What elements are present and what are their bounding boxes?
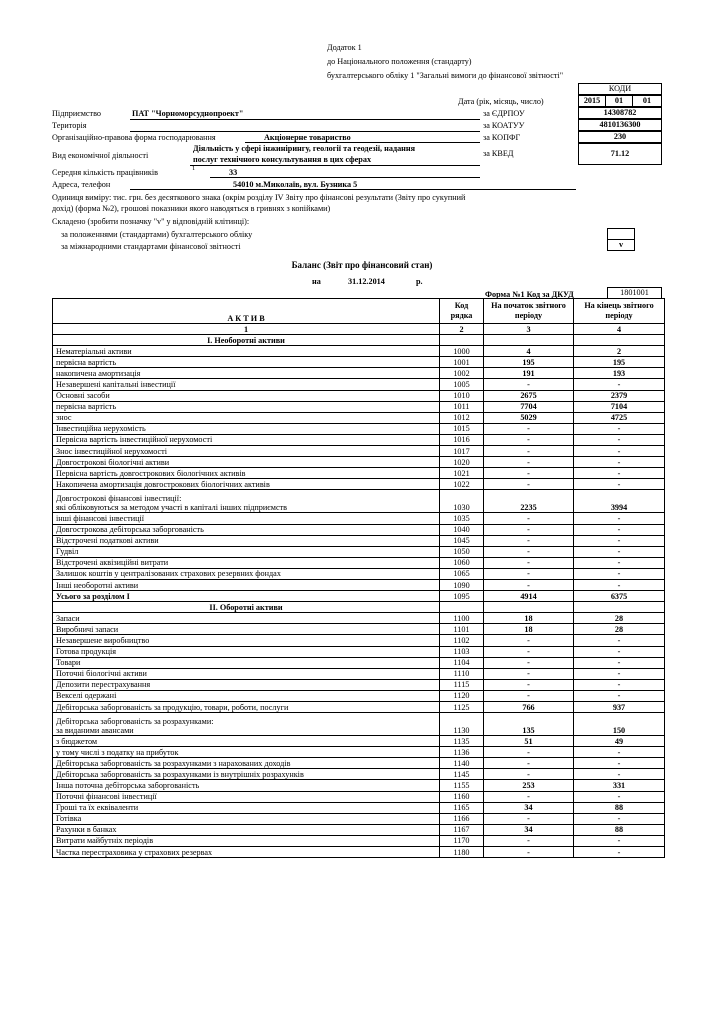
row-label-line-1: Дебіторська заборгованість за розрахунками: — [56, 717, 214, 727]
empty-cell — [574, 335, 665, 346]
annex-line-3: бухгалтерського обліку 1 "Загальні вимоги до фінансової звітності" — [327, 71, 564, 80]
row-start-value: - — [484, 579, 574, 590]
row-start-value: 766 — [484, 702, 574, 713]
row-end-value: - — [574, 769, 665, 780]
row-label: Товари — [53, 657, 440, 668]
row-start-value: - — [484, 635, 574, 646]
kved-code: 71.12 — [578, 143, 662, 165]
table-row — [53, 490, 665, 513]
row-code: 1015 — [440, 423, 484, 434]
table-row — [53, 835, 665, 846]
row-code: 1065 — [440, 568, 484, 579]
row-start-value: 195 — [484, 357, 574, 368]
enterprise-name: ПАТ "Чорноморсуднопроект" — [132, 109, 244, 118]
row-end-value: 88 — [574, 824, 665, 835]
row-code: 1165 — [440, 802, 484, 813]
row-end-value: 49 — [574, 736, 665, 747]
row-label: Частка перестраховика у страхових резервах — [53, 847, 440, 858]
row-end-value: - — [574, 446, 665, 457]
row-start-value: - — [484, 457, 574, 468]
row-end-value: 195 — [574, 357, 665, 368]
prepared-label: Складено (зробити позначку "v" у відповідній клітинці): — [52, 217, 250, 226]
table-row — [53, 657, 665, 668]
row-end-value: 2379 — [574, 390, 665, 401]
table-row — [53, 368, 665, 379]
empty-cell — [484, 602, 574, 613]
header-code: Код рядка — [440, 299, 484, 324]
row-start-value: 34 — [484, 824, 574, 835]
row-label: Інша поточна дебіторська заборгованість — [53, 780, 440, 791]
empty-cell — [440, 602, 484, 613]
row-start-value: - — [484, 813, 574, 824]
koatuu-code: 4810136300 — [578, 119, 662, 131]
row-label: Депозити перестрахування — [53, 679, 440, 690]
row-start-value: - — [484, 657, 574, 668]
kopfg-label: за КОПФГ — [483, 133, 521, 142]
employees-count: 33 — [229, 168, 238, 177]
row-end-value: - — [574, 423, 665, 434]
table-row — [53, 412, 665, 423]
row-code: 1000 — [440, 346, 484, 357]
row-label: Накопичена амортизація довгострокових біологічних активів — [53, 479, 440, 490]
header-start: На початок звітного періоду — [484, 299, 574, 324]
employees-footnote: 1 — [192, 165, 196, 172]
table-row — [53, 713, 665, 736]
row-start-value: - — [484, 546, 574, 557]
table-header-row — [53, 299, 665, 324]
table-row — [53, 702, 665, 713]
legal-form-underline — [245, 142, 480, 143]
row-label: Відстрочені аквізиційні витрати — [53, 557, 440, 568]
form-code: 1801001 — [607, 287, 662, 299]
annex-line-2: до Національного положення (стандарту) — [327, 57, 472, 66]
empty-cell — [484, 335, 574, 346]
row-code: 1180 — [440, 847, 484, 858]
row-label: Поточні фінансові інвестиції — [53, 791, 440, 802]
address-label: Адреса, телефон — [52, 180, 111, 189]
row-label: Витрати майбутніх періодів — [53, 835, 440, 846]
row-label: Дебіторська заборгованість за продукцію, товари, роботи, послуги — [53, 702, 440, 713]
date-label: Дата (рік, місяць, число) — [458, 97, 544, 106]
row-start-value: - — [484, 758, 574, 769]
table-row — [53, 546, 665, 557]
table-row — [53, 635, 665, 646]
row-code: 1130 — [440, 713, 484, 736]
table-row — [53, 524, 665, 535]
empty-cell — [574, 602, 665, 613]
edrpou-label: за ЄДРПОУ — [483, 109, 525, 118]
row-end-value: - — [574, 747, 665, 758]
row-code: 1140 — [440, 758, 484, 769]
row-start-value: - — [484, 423, 574, 434]
table-body — [53, 335, 665, 858]
row-label: Поточні біологічні активи — [53, 668, 440, 679]
section-row — [53, 602, 665, 613]
row-label: Відстрочені податкові активи — [53, 535, 440, 546]
row-label-line-2: за виданими авансами — [56, 726, 134, 736]
table-row — [53, 780, 665, 791]
row-end-value: - — [574, 457, 665, 468]
edrpou-code: 14308782 — [578, 107, 662, 119]
row-end-value: 937 — [574, 702, 665, 713]
row-label: Дебіторська заборгованість за розрахунками з нарахованих доходів — [53, 758, 440, 769]
row-end-value: - — [574, 546, 665, 557]
row-code: 1104 — [440, 657, 484, 668]
table-row — [53, 579, 665, 590]
header-assets: А К Т И В — [53, 299, 440, 324]
row-code: 1167 — [440, 824, 484, 835]
row-code: 1100 — [440, 613, 484, 624]
row-start-value: 4 — [484, 346, 574, 357]
table-row — [53, 758, 665, 769]
table-row — [53, 535, 665, 546]
row-start-value: 18 — [484, 613, 574, 624]
employees-underline — [210, 177, 480, 178]
row-code: 1102 — [440, 635, 484, 646]
row-start-value: - — [484, 668, 574, 679]
row-label: Незавершені капітальні інвестиції — [53, 379, 440, 390]
row-code: 1010 — [440, 390, 484, 401]
row-label: Нематеріальні активи — [53, 346, 440, 357]
row-label: Готівка — [53, 813, 440, 824]
enterprise-underline — [130, 119, 480, 120]
report-date: 31.12.2014 — [348, 277, 385, 286]
row-code: 1022 — [440, 479, 484, 490]
row-label: з бюджетом — [53, 736, 440, 747]
row-start-value: 18 — [484, 624, 574, 635]
row-code: 1050 — [440, 546, 484, 557]
territory-label: Територія — [52, 121, 87, 130]
employees-label: Середня кількість працівників — [52, 168, 159, 177]
report-title: Баланс (Звіт про фінансовий стан) — [291, 260, 433, 270]
row-end-value: 4725 — [574, 412, 665, 423]
row-label: Інші необоротні активи — [53, 579, 440, 590]
row-code: 1030 — [440, 490, 484, 513]
row-end-value: 28 — [574, 613, 665, 624]
row-label — [53, 490, 440, 513]
row-end-value: 3994 — [574, 490, 665, 513]
table-row — [53, 769, 665, 780]
row-code: 1115 — [440, 679, 484, 690]
table-row — [53, 457, 665, 468]
row-label — [53, 713, 440, 736]
kved-label: за КВЕД — [483, 149, 514, 158]
table-row — [53, 568, 665, 579]
legal-form-value: Акціонерне товариство — [264, 133, 351, 142]
row-end-value: 6375 — [574, 591, 665, 602]
table-row — [53, 690, 665, 701]
row-end-value: - — [574, 468, 665, 479]
row-code: 1110 — [440, 668, 484, 679]
row-code: 1016 — [440, 434, 484, 445]
codes-title: КОДИ — [578, 83, 662, 95]
legal-form-label: Організаційно-правова форма господарювання — [52, 133, 216, 142]
row-start-value: - — [484, 524, 574, 535]
row-code: 1060 — [440, 557, 484, 568]
row-label-line-1: Довгострокові фінансові інвестиції: — [56, 494, 182, 504]
row-label: знос — [53, 412, 440, 423]
row-code: 1021 — [440, 468, 484, 479]
row-start-value: - — [484, 679, 574, 690]
table-row — [53, 346, 665, 357]
row-start-value: - — [484, 835, 574, 846]
table-row — [53, 736, 665, 747]
date-month: 01 — [605, 95, 633, 107]
row-end-value: - — [574, 813, 665, 824]
number-col-4: 4 — [574, 324, 665, 335]
row-label: Основні засоби — [53, 390, 440, 401]
row-start-value: - — [484, 535, 574, 546]
enterprise-label: Підприємство — [52, 109, 102, 118]
row-end-value: - — [574, 379, 665, 390]
units-line-2: дохід) (форма №2), грошові показники якого наводяться в гривнях з копійками) — [52, 204, 331, 213]
row-label: Виробничі запаси — [53, 624, 440, 635]
row-end-value: - — [574, 524, 665, 535]
row-end-value: - — [574, 835, 665, 846]
row-code: 1145 — [440, 769, 484, 780]
row-start-value: 2235 — [484, 490, 574, 513]
annex-line-1: Додаток 1 — [327, 43, 362, 52]
row-start-value: 4914 — [484, 591, 574, 602]
row-end-value: - — [574, 535, 665, 546]
row-code: 1017 — [440, 446, 484, 457]
row-start-value: - — [484, 568, 574, 579]
row-label: Довгострокові біологічні активи — [53, 457, 440, 468]
row-code: 1095 — [440, 591, 484, 602]
row-label-line-2: які обліковуються за методом участі в капіталі інших підприємств — [56, 503, 288, 513]
row-code: 1040 — [440, 524, 484, 535]
section-row — [53, 335, 665, 346]
row-end-value: 331 — [574, 780, 665, 791]
number-col-3: 3 — [484, 324, 574, 335]
row-code: 1035 — [440, 513, 484, 524]
row-code: 1160 — [440, 791, 484, 802]
activity-underline — [190, 165, 480, 166]
territory-underline — [130, 131, 480, 132]
row-code: 1090 — [440, 579, 484, 590]
row-label: Знос інвестиційної нерухомості — [53, 446, 440, 457]
section-title: II. Оборотні активи — [53, 602, 440, 613]
row-start-value: - — [484, 479, 574, 490]
row-end-value: - — [574, 668, 665, 679]
row-end-value: - — [574, 679, 665, 690]
row-end-value: - — [574, 791, 665, 802]
row-label: Запаси — [53, 613, 440, 624]
row-label: Рахунки в банках — [53, 824, 440, 835]
standard-national: за положеннями (стандартами) бухгалтерського обліку — [61, 230, 253, 239]
row-code: 1045 — [440, 535, 484, 546]
row-start-value: - — [484, 379, 574, 390]
row-end-value: - — [574, 579, 665, 590]
row-end-value: 88 — [574, 802, 665, 813]
table-row — [53, 423, 665, 434]
row-start-value: - — [484, 769, 574, 780]
row-end-value: 2 — [574, 346, 665, 357]
row-start-value: - — [484, 557, 574, 568]
header-end: На кінець звітного періоду — [574, 299, 665, 324]
row-code: 1155 — [440, 780, 484, 791]
row-label: Незавершене виробництво — [53, 635, 440, 646]
standard-international: за міжнародними стандартами фінансової звітності — [61, 242, 241, 251]
row-start-value: 5029 — [484, 412, 574, 423]
table-row — [53, 513, 665, 524]
row-start-value: - — [484, 646, 574, 657]
address-value: 54010 м.Миколаїв, вул. Бузника 5 — [233, 180, 358, 189]
table-row — [53, 557, 665, 568]
table-row — [53, 401, 665, 412]
row-end-value: 193 — [574, 368, 665, 379]
table-row — [53, 479, 665, 490]
row-code: 1120 — [440, 690, 484, 701]
table-row — [53, 747, 665, 758]
table-row — [53, 624, 665, 635]
empty-cell — [440, 335, 484, 346]
row-start-value: 191 — [484, 368, 574, 379]
table-row — [53, 646, 665, 657]
kopfg-code: 230 — [578, 131, 662, 143]
row-label: у тому числі з податку на прибуток — [53, 747, 440, 758]
row-end-value: - — [574, 646, 665, 657]
row-code: 1103 — [440, 646, 484, 657]
row-start-value: 2675 — [484, 390, 574, 401]
row-end-value: - — [574, 635, 665, 646]
row-start-value: - — [484, 690, 574, 701]
table-row — [53, 390, 665, 401]
row-code: 1125 — [440, 702, 484, 713]
table-row — [53, 357, 665, 368]
row-end-value: 150 — [574, 713, 665, 736]
row-start-value: 135 — [484, 713, 574, 736]
number-col-2: 2 — [440, 324, 484, 335]
row-code: 1002 — [440, 368, 484, 379]
row-label: первісна вартість — [53, 357, 440, 368]
row-code: 1166 — [440, 813, 484, 824]
units-line-1: Одиниця виміру: тис. грн. без десяткового знака (окрім розділу IV Звіту про фінансові результати (Звіту про сукупний — [52, 193, 466, 202]
number-col-1: 1 — [53, 324, 440, 335]
address-underline — [130, 189, 576, 190]
row-start-value: - — [484, 434, 574, 445]
row-start-value: - — [484, 847, 574, 858]
row-end-value: - — [574, 657, 665, 668]
row-start-value: 34 — [484, 802, 574, 813]
row-code: 1170 — [440, 835, 484, 846]
row-label: первісна вартість — [53, 401, 440, 412]
table-number-row — [53, 324, 665, 335]
row-start-value: - — [484, 468, 574, 479]
row-label: Гудвіл — [53, 546, 440, 557]
row-end-value: - — [574, 513, 665, 524]
date-day: 01 — [632, 95, 662, 107]
row-end-value: - — [574, 847, 665, 858]
table-row — [53, 591, 665, 602]
table-row — [53, 802, 665, 813]
date-year: 2015 — [578, 95, 606, 107]
row-label: Усього за розділом I — [53, 591, 440, 602]
standard-international-checkbox: v — [607, 239, 635, 251]
form-label: Форма №1 Код за ДКУД — [485, 290, 574, 299]
table-row — [53, 434, 665, 445]
row-label: Первісна вартість довгострокових біологічних активів — [53, 468, 440, 479]
row-end-value: - — [574, 557, 665, 568]
row-label: Готова продукція — [53, 646, 440, 657]
row-code: 1001 — [440, 357, 484, 368]
table-row — [53, 468, 665, 479]
row-label: Інвестиційна нерухомість — [53, 423, 440, 434]
row-code: 1136 — [440, 747, 484, 758]
table-row — [53, 679, 665, 690]
row-code: 1011 — [440, 401, 484, 412]
table-row — [53, 446, 665, 457]
section-title: I. Необоротні активи — [53, 335, 440, 346]
row-label: Гроші та їх еквіваленти — [53, 802, 440, 813]
report-on-label: на — [312, 277, 321, 286]
table-row — [53, 847, 665, 858]
row-start-value: - — [484, 446, 574, 457]
table-row — [53, 824, 665, 835]
activity-label: Вид економічної діяльності — [52, 151, 149, 160]
row-start-value: - — [484, 747, 574, 758]
activity-line-1: Діяльність у сфері інжинірингу, геології та геодезії, надання — [193, 144, 416, 153]
table-row — [53, 379, 665, 390]
row-end-value: - — [574, 479, 665, 490]
row-label: Векселі одержані — [53, 690, 440, 701]
row-start-value: 51 — [484, 736, 574, 747]
row-start-value: 7704 — [484, 401, 574, 412]
row-code: 1135 — [440, 736, 484, 747]
row-end-value: - — [574, 758, 665, 769]
row-end-value: 28 — [574, 624, 665, 635]
table-row — [53, 613, 665, 624]
row-label: Дебіторська заборгованість за розрахунками із внутрішніх розрахунків — [53, 769, 440, 780]
balance-table — [52, 298, 665, 858]
row-start-value: - — [484, 513, 574, 524]
row-code: 1012 — [440, 412, 484, 423]
row-label: Залишок коштів у централізованих страхових резервних фондах — [53, 568, 440, 579]
table-row — [53, 813, 665, 824]
row-end-value: 7104 — [574, 401, 665, 412]
row-label: Довгострокова дебіторська заборгованість — [53, 524, 440, 535]
row-label: Первісна вартість інвестиційної нерухомості — [53, 434, 440, 445]
activity-line-2: послуг технічного консультування в цих сферах — [193, 155, 372, 164]
row-code: 1020 — [440, 457, 484, 468]
row-label: інші фінансові інвестиції — [53, 513, 440, 524]
row-end-value: - — [574, 568, 665, 579]
row-start-value: 253 — [484, 780, 574, 791]
row-end-value: - — [574, 690, 665, 701]
row-label: накопичена амортизація — [53, 368, 440, 379]
table-row — [53, 791, 665, 802]
report-year-suffix: р. — [416, 277, 423, 286]
row-start-value: - — [484, 791, 574, 802]
row-code: 1101 — [440, 624, 484, 635]
table-row — [53, 668, 665, 679]
koatuu-label: за КОАТУУ — [483, 121, 525, 130]
row-end-value: - — [574, 434, 665, 445]
row-code: 1005 — [440, 379, 484, 390]
